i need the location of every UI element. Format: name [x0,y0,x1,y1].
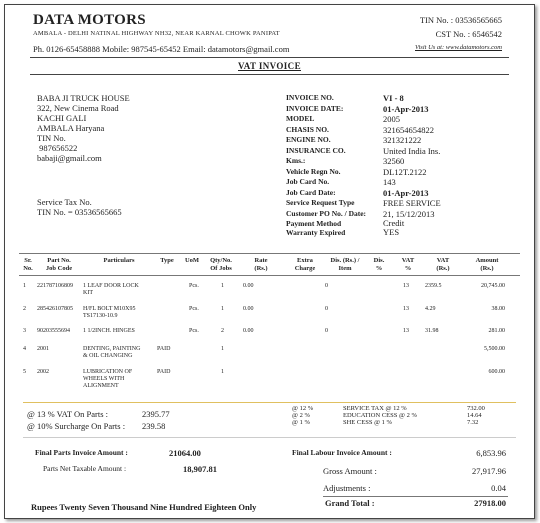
invoice-info-value: VI - 8 [383,93,404,103]
vat-on-parts-value: 2395.77 [142,409,170,419]
she-cess-pct: @ 1 % [292,419,310,426]
invoice-page [4,4,535,519]
invoice-info-value: 2005 [383,114,400,124]
table-bottom-rule [23,402,516,403]
education-cess-value: 14.64 [467,412,482,419]
cell-particulars: 1 LEAF DOOR LOCK KIT [83,283,139,296]
invoice-info-value: YES [383,227,400,237]
customer-address [37,93,130,163]
invoice-info-values [383,93,441,237]
column-header-dis-rs: Dis. (Rs.) / Item [330,257,360,272]
invoice-info-value: 21, 15/12/2013 [383,208,435,219]
cell-uom: Pcs. [189,283,199,289]
invoice-info-label: Warranty Expired [286,228,346,237]
invoice-info-label: INVOICE DATE: [286,103,344,113]
column-header-uom: UoM [184,257,200,264]
cell-part: 2001 [37,346,49,352]
service-tax-pct: @ 12 % [292,405,314,412]
column-header-type: Type [160,257,174,264]
cell-vat-rs: 4.29 [425,306,436,312]
cell-type: PAID [157,369,171,375]
cell-particulars: H/FL BOLT M10X95 TS17130-10.9 [83,306,136,319]
amount-in-words: Rupees Twenty Seven Thousand Nine Hundred Eighteen Only [31,502,257,512]
surcharge-value: 239.58 [142,421,166,431]
invoice-info-label: Job Card Date: [286,187,336,197]
service-tax-value: 732.00 [467,405,485,412]
cell-sr: 1 [23,283,26,289]
cell-part: 90203555694 [37,328,70,334]
service-tax-label: Service Tax No. [37,197,92,207]
she-cess-value: 7.32 [467,419,479,426]
cell-qty: 1 [221,346,224,352]
invoice-info-value: United India Ins. [383,145,441,156]
document-title: VAT INVOICE [238,61,301,71]
column-header-qty: Qty/No. Of Jobs [210,257,232,272]
cell-qty: 1 [221,306,224,312]
column-header-sr: Sr. No. [23,257,33,272]
cell-type: PAID [157,346,171,352]
company-website-link[interactable]: Visit Us at: www.datamotors.com [415,44,502,51]
cell-dis-rs: 0 [325,306,328,312]
gross-amount-label: Gross Amount : [323,466,377,476]
cell-rate: 0.00 [243,328,254,334]
grand-total-value: 27918.00 [474,498,506,508]
invoice-info-label: INSURANCE CO. [286,145,346,155]
service-tax-label: SERVICE TAX @ 12 % [343,405,407,412]
invoice-info-label: Kms.: [286,156,306,165]
gross-amount-value: 27,917.96 [472,466,506,476]
column-header-rate: Rate (Rs.) [254,257,268,272]
customer-email: babaji@gmail.com [37,153,102,163]
customer-line: 987656522 [37,143,78,153]
cell-amount: 20,745.00 [481,283,505,289]
adjustments-label: Adjustments : [323,483,371,493]
invoice-info-value: 143 [383,177,396,187]
cell-qty: 1 [221,369,224,375]
cell-rate: 0.00 [243,283,254,289]
cell-qty: 1 [221,283,224,289]
column-header-particulars: Particulars [103,257,135,264]
adjustments-value: 0.04 [491,483,506,493]
column-header-dis-pct: Dis. % [373,257,385,272]
invoice-info-label: Payment Method [286,219,342,228]
cell-vat-pct: 13 [403,328,409,334]
company-cst: CST No. : 6546542 [435,29,502,39]
final-labour-label: Final Labour Invoice Amount : [292,448,392,457]
cell-dis-rs: 0 [325,283,328,289]
title-divider [30,74,509,75]
customer-tax-info [37,197,122,217]
invoice-info-label: Customer PO No. / Date: [286,208,367,218]
customer-line: 322, New Cinema Road [37,103,119,113]
cell-sr: 4 [23,346,26,352]
column-header-extra: Extra Charge [294,257,316,272]
invoice-info-value: 01-Apr-2013 [383,187,429,198]
cell-vat-pct: 13 [403,283,409,289]
cell-sr: 5 [23,369,26,375]
company-tin: TIN No. : 03536565665 [419,15,502,25]
cell-part: 221787106809 [37,283,73,289]
customer-line: KACHI GALI [37,113,87,123]
invoice-info-value: DL12T.2122 [383,166,427,177]
cell-amount: 600.00 [488,369,505,375]
column-header-vat-pct: VAT % [401,257,415,272]
invoice-info-label: Vehicle Regn No. [286,166,341,176]
header-divider [30,57,509,58]
final-parts-label: Final Parts Invoice Amount : [35,448,128,457]
company-contact: Ph. 0126-65458888 Mobile: 987545-65452 Email: datamotors@gmail.com [33,44,290,54]
cell-qty: 2 [221,328,224,334]
cell-vat-pct: 13 [403,306,409,312]
cell-rate: 0.00 [243,306,254,312]
cell-amount: 281.00 [488,328,505,334]
education-cess-pct: @ 2 % [292,412,310,419]
invoice-info-value: FREE SERVICE [383,198,441,208]
cell-part: 2002 [37,369,49,375]
invoice-info-value: 32560 [383,156,405,166]
invoice-info-value: 321321222 [383,135,422,145]
vat-on-parts-label: @ 13 % VAT On Parts : [27,409,109,419]
cell-uom: Pcs. [189,306,199,312]
grand-total-rule [323,496,508,497]
summary-rule [23,437,516,438]
final-labour-value: 6,853.96 [476,448,506,458]
invoice-info-value: 01-Apr-2013 [383,103,429,114]
column-header-part: Part No. Job Code [45,257,73,272]
column-header-vat-rs: VAT (Rs.) [436,257,450,272]
cell-sr: 2 [23,306,26,312]
cell-particulars: DENTING, PAINTING & OIL CHANGING [83,346,141,359]
final-parts-value: 21064.00 [169,448,201,458]
customer-line: TIN No. [37,133,66,143]
cell-part: 285426107805 [37,306,73,312]
invoice-info-label: Service Request Type [286,198,355,207]
customer-line: AMBALA Haryana [37,123,105,133]
invoice-info-labels [286,93,366,237]
grand-total-label: Grand Total : [325,498,375,508]
cell-sr: 3 [23,328,26,334]
cell-uom: Pcs. [189,328,199,334]
cell-vat-rs: 2359.5 [425,283,442,289]
company-name: DATA MOTORS [33,12,146,28]
cell-dis-rs: 0 [325,328,328,334]
table-top-rule [19,253,520,254]
column-header-amount: Amount (Rs.) [475,257,499,272]
invoice-info-value: 321654654822 [383,124,434,135]
cell-particulars: 1 1/2INCH. HINGES [83,328,135,334]
table-header-rule [19,275,520,276]
customer-tin: TIN No. = 03536565665 [37,207,122,217]
cell-vat-rs: 31.98 [425,328,439,334]
she-cess-label: SHE CESS @ 1 % [343,419,392,426]
parts-net-label: Parts Net Taxable Amount : [43,464,127,473]
invoice-info-label: CHASIS NO. [286,124,329,134]
cell-amount: 5,500.00 [484,346,505,352]
customer-line: BABA JI TRUCK HOUSE [37,93,130,103]
invoice-info-value: Credit [383,218,405,228]
cell-particulars: LUBRICATION OF WHEELS WITH ALIGNMENT [83,369,133,389]
invoice-info-label: MODEL [286,114,315,123]
cell-amount: 38.00 [491,306,505,312]
parts-net-value: 18,907.81 [183,464,217,474]
company-address: AMBALA - DELHI NATINAL HIGHWAY NH32, NEAR KARNAL CHOWK PANIPAT [33,30,280,37]
education-cess-label: EDUCATION CESS @ 2 % [343,412,417,419]
invoice-info-label: INVOICE NO. [286,93,334,102]
invoice-info-label: Job Card No. [286,177,330,186]
surcharge-label: @ 10% Surcharge On Parts : [27,421,126,431]
invoice-info-label: ENGINE NO. [286,135,331,144]
